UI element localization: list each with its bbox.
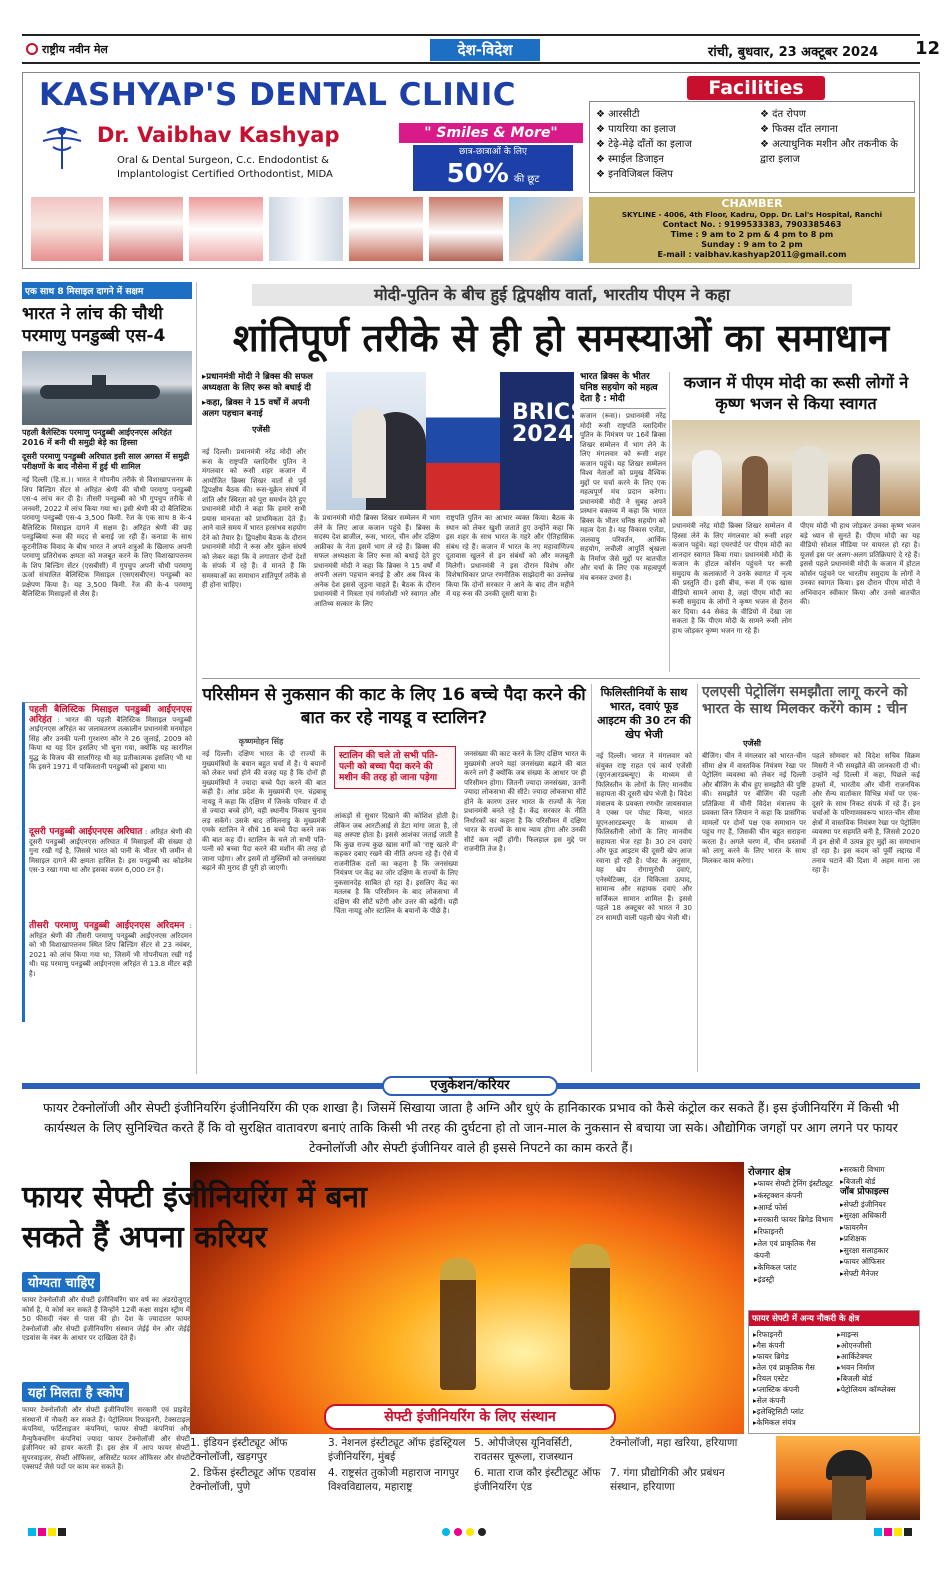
tagline: " Smiles & More" xyxy=(399,123,583,143)
employment-item: ▸ आर्म्ड फोर्स xyxy=(754,1202,834,1214)
facilities-right-list xyxy=(760,107,912,167)
dateline: रांची, बुधवार, 23 अक्टूबर 2024 xyxy=(708,45,879,60)
sector-item: ▸ गैस कंपनी xyxy=(753,1340,833,1351)
employment-list xyxy=(754,1178,834,1286)
chamber-box xyxy=(589,197,915,263)
teeth-photo-2 xyxy=(109,197,183,261)
lead-kicker: मोदी-पुतिन के बीच हुई द्विपक्षीय वार्ता, भारतीय पीएम ने कहा xyxy=(252,284,852,306)
offer-suffix: की छूट xyxy=(513,174,540,185)
teeth-photo-3 xyxy=(189,197,263,261)
naidu-headline: परिसीमन से नुकसान की काट के लिए 16 बच्चे पैदा करने की बात कर रहे नायडू व स्टालिन? xyxy=(202,685,586,728)
job-item: ▸ प्रशिक्षक xyxy=(840,1233,920,1245)
employment-item: ▸ केमिकल प्लांट xyxy=(754,1262,834,1274)
scope-text: फायर टेक्नोलॉजी और सेफ्टी इंजीनियरिंग सरकारी एवं प्राइवेट संस्थानों में नौकरी कर सकते हैं। पेट्रोलियम रिफाइनरी, टेक्सटाइल कंपनियां, फर्टिलाइजर कंपनियां, फायर सेफ्टी कंपनियां और मैन्युफैक्चरिंग कंपनियां ज्यादा फायर टेक्नोलॉजी और सेफ्टी इंजीनियर को हायर करती हैं। इस क्षेत्र में आप फायर सेफ्टी सुपरवाइजर, सेफ्टी ऑफिसर, असिस्टेंट फायर ऑफिसर और सेफ्टी एक्सपर्ट जैसे पदों पर काम कर सकते हैं। xyxy=(22,1406,190,1471)
job-item: ▸ फायरमैन xyxy=(840,1222,920,1234)
lac-agency: एजेंसी xyxy=(743,739,761,748)
modi-putin-photo: BRICS 2024 xyxy=(326,372,574,510)
submarine-subhead-2: दूसरी परमाणु पनडुब्बी अरिघात इसी साल अगस्त में समुद्री परीक्षणों के बाद नौसेना में हुई थी शामिल xyxy=(22,452,190,471)
lead-sidebar xyxy=(580,372,666,672)
scope-block xyxy=(22,1382,190,1516)
implant-photo xyxy=(269,197,343,261)
submarine-section-text: : भारत की पहली बैलिस्टिक मिसाइल पनडुब्बी आईएनएस अरिहंत का जलावतरण तत्कालीन प्रधानमंत्री मनमोहन सिंह और उनकी पत्नी गुरशरण कौर ने 26 जुलाई, 2009 को किया था यह दिन इसलिए भी चुना गया, क्योंकि यह कारगिल युद्ध के विजय की सालगिरह थी यह प्रतीकात्मक इसलिए भी था कि इसने 1971 में पाकिस्तानी पनडुब्बी को डुबाया था। xyxy=(29,715,193,771)
submarine-section xyxy=(29,828,192,918)
naidu-body-col3: जनसंख्या की काट करने के लिए दक्षिण भारत के मुख्यमंत्री अपने यहां जनसंख्या बढ़ाने की बात करने लगे हैं क्योंकि जब संख्या के आधार पर ही परिसीमन होगा। जितनी ज्यादा जनसंख्या, उतनी ज्यादा लोकसभा की सीटें। ज्यादा लोकसभा सीटें होने के कारण उत्तर भारत के राज्यों के नेता प्रधानमंत्री बनते रहे हैं। केंद्र सरकार के नीति निर्धारकों का कहना है कि परिसीमन में दक्षिण भारत के राज्यों के साथ न्याय होगा और उनकी सीटें कम नहीं होंगी। फिलहाल इस मुद्दे पर राजनीति तेज है। xyxy=(464,750,586,853)
submarine-story xyxy=(22,282,192,1072)
eligibility-block xyxy=(22,1272,190,1372)
facilities-box xyxy=(589,101,915,193)
lead-bullets xyxy=(202,372,320,435)
sector-item: ▸ बिजली बोर्ड xyxy=(837,1373,919,1384)
sector-item: ▸ पेट्रोलियम कॉम्प्लेक्स xyxy=(837,1384,919,1395)
education-headline: फायर सेफ्टी इंजीनियरिंग में बना सकते हैं अपना करियर xyxy=(22,1180,367,1255)
sector-item: ▸ ओएनजीसी xyxy=(837,1340,919,1351)
submarine-caption: पहली बैलेस्टिक परमाणु पनडुब्बी आईएनएस अरिहंत 2016 में बनी थी समुद्री बेड़े का हिस्सा xyxy=(22,428,172,447)
institute-item: 1. इंडियन इंस्टीट्यूट ऑफ टेक्नोलॉजी, खड़गपुर xyxy=(190,1437,288,1463)
employment-item: ▸ सरकारी फायर ब्रिगेड विभाग xyxy=(754,1214,834,1226)
firefighter-portrait xyxy=(776,1436,920,1520)
facility-item: ❖ दंत रोपण xyxy=(760,109,806,120)
institute-item: 6. माता राज कौर इंस्टीट्यूट ऑफ इंजीनियरिंग एंड xyxy=(474,1467,601,1493)
submarine-section xyxy=(29,706,192,824)
employment-item: ▸ फायर सेफ्टी ट्रेनिंग इंस्टीट्यूट xyxy=(754,1178,834,1190)
lead-body-col3: राष्ट्रपति पुतिन का आभार व्यक्त किया। बैठक के स्थान को लेकर खुशी जताते हुए उन्होंने कहा कि इस शहर के साथ भारत के गहरे और ऐतिहासिक संबंध रहे हैं। कजान में भारत के नए महावाणिज्य दूतावास खुलने से इन संबंधों को और मजबूती मिलेगी। प्रधानमंत्री ने इस दौरान विशेष और विशेषाधिकार प्राप्त रणनीतिक साझेदारी का उल्लेख किया कि दोनों सरकार ने आने के बाद तीन महीने में यह रूस की उनकी दूसरी यात्रा है। xyxy=(446,514,574,598)
lead-body-col1: नई दिल्ली। प्रधानमंत्री नरेंद्र मोदी और रूस के राष्ट्रपति व्लादिमीर पुतिन ने मंगलवार को रूसी शहर कजान में आयोजित ब्रिक्स शिखर वार्ता से पूर्व द्विपक्षीय बैठक की। रूस-यूक्रेन संघर्ष में शांति और स्थिरता को पूरा समर्थन देते हुए प्रधानमंत्री मोदी ने कहा कि हमारे सभी प्रयास मानवता को प्राथमिकता देते हैं। आने वाले समय में भारत हरसंभव सहयोग देने को तैयार है। द्विपक्षीय बैठक के दौरान प्रधानमंत्री मोदी ने रूस और यूक्रेन संघर्ष को लेकर कहा कि वे लगातार दोनों देशों के संपर्क में रहे हैं। वे मानते हैं कि समस्याओं का समाधान शांतिपूर्ण तरीके से ही होना चाहिए। xyxy=(202,448,306,589)
section-divider xyxy=(202,678,920,679)
submarine-kicker: एक साथ 8 मिसाइल दागने में सक्षम xyxy=(22,282,192,299)
eligibility-text: फायर टेक्नोलॉजी और सेफ्टी इंजीनियरिंग चार वर्ष का अंडरग्रेजुएट कोर्स है, ये कोर्स कर सकते हैं जिन्होंने 12वीं कक्षा साइंस स्ट्रीम में 50 फीसदी नंबर से पास की हो। देश के ज्यादातर फायर टेक्नोलॉजी और सेफ्टी इंजीनियरिंग संस्थान जेईई मेन और जेईई एडवांस के नंबर के आधार पर दाखिला देते हैं। xyxy=(22,1296,190,1342)
job-item: ▸ सेफ्टी मैनेजर xyxy=(840,1268,920,1280)
sector-item: ▸ प्लास्टिक कंपनी xyxy=(753,1384,833,1395)
student-offer xyxy=(413,145,573,191)
offer-percent: 50% xyxy=(446,159,509,189)
job-item: ▸ सुरक्षा अधिकारी xyxy=(840,1210,920,1222)
offer-line: छात्र-छात्राओं के लिए xyxy=(458,147,528,157)
employment-head: रोजगार क्षेत्र xyxy=(748,1167,791,1178)
lead-bullet: ▸ कहा, ब्रिक्स ने 15 वर्षों में अपनी अलग पहचान बनाई xyxy=(202,398,320,420)
section-name: देश-विदेश xyxy=(430,39,540,61)
facilities-left-list xyxy=(596,107,746,182)
chamber-sunday: Sunday : 9 am to 2 pm xyxy=(701,240,803,249)
facility-item: ❖ स्माईल डिजाइन xyxy=(596,154,664,165)
lead-agency: एजेंसी xyxy=(252,425,270,434)
education-intro: फायर टेक्नोलॉजी और सेफ्टी इंजीनियरिंग इंजीनियरिंग की एक शाखा है। जिसमें सिखाया जाता है अग्नि और धुएं के हानिकारक प्रभाव को कैसे कंट्रोल कर सकते हैं। इस इंजीनियरिंग में किसी भी कार्यस्थल के लिए सुनिश्चित करते हैं कि वो सुरक्षित वातावरण बनाएं ताकि किसी भी तरह की दुर्घटना हो तो जान-माल के नुकसान से बचाया जा सके। औद्योगिक जगहों पर आग लगने पर फायर टेक्नोलॉजी और सेफ्टी इंजीनियर वाले ही इससे निपटने का काम करते हैं। xyxy=(42,1100,900,1155)
smile-photo-1 xyxy=(349,197,423,261)
lead-sidebar-head: भारत ब्रिक्स के भीतर घनिष्ठ सहयोग को महत्व देता है : मोदी xyxy=(580,372,666,409)
sector-item: ▸ सेल कंपनी xyxy=(753,1395,833,1406)
institute-item: 2. डिफेंस इंस्टीट्यूट ऑफ एडवांस टेक्नोलॉजी, पुणे xyxy=(190,1467,317,1493)
chamber-email: E-mail : vaibhav.kashyap2011@gmail.com xyxy=(657,250,847,259)
submarine-photo xyxy=(22,351,192,425)
submarine-section xyxy=(29,922,192,1022)
chamber-contact: Contact No. : 9199533383, 7903385463 xyxy=(662,220,842,229)
column-divider xyxy=(669,372,670,672)
lead-sidebar-text: कजान (रूस)। प्रधानमंत्री नरेंद्र मोदी रूसी राष्ट्रपति व्लादिमीर पुतिन के निमंत्रण पर 16वें ब्रिक्स शिखर सम्मेलन में भाग लेने के लिए मंगलवार को रूसी शहर कजान पहुंचे। यह शिखर सम्मेलन विश्व नेताओं को प्रमुख वैश्विक मुद्दों पर चर्चा करने के लिए एक महत्वपूर्ण मंच प्रदान करेगा। प्रधानमंत्री मोदी ने सुबह अपने प्रस्थान वक्तव्य में कहा कि भारत ब्रिक्स के भीतर घनिष्ठ सहयोग को महत्व देता है। यह विकास एजेंडा, जलवायु परिवर्तन, आर्थिक सहयोग, लचीली आपूर्ति श्रृंखला के निर्माण जैसे मुद्दों पर बातचीत और चर्चा के लिए एक महत्वपूर्ण मंच बनकर उभरा है। xyxy=(580,412,666,582)
page-number: 12 xyxy=(915,38,941,59)
naidu-body-col2: आंकड़ों से सुधार दिखाने की कोशिश होती है। लेकिन जब आरटीआई से डेटा मांगा जाता है, तो वह अस्पष्ट होता है। इससे आशंका जताई जाती है कि कुछ राज्य कुछ खास वर्गों को 'राष्ट्र खतरे में' कहकर दबाए रखने की नीति अपना रहे हैं। ऐसे में राजनीतिक दलों का कहना है कि जनसंख्या नियंत्रण पर केंद्र का जोर दक्षिण के राज्यों के लिए नुकसानदेह साबित हो रहा है। इसलिए केंद्र का मतलब है कि परिसीमन के बाद लोकसभा में दक्षिण की सीटें घटेंगी और उत्तर की बढ़ेंगी। यही चिंता नायडू और स्टालिन के बयानों के पीछे है। xyxy=(334,812,458,915)
institutes-list xyxy=(190,1436,776,1520)
eligibility-head: योग्यता चाहिए xyxy=(22,1272,100,1292)
institute-item: 7. गंगा प्रौद्योगिकी और प्रबंधन संस्थान, हरियाणा xyxy=(610,1467,725,1493)
kazan-body-col2: पीएम मोदी भी हाथ जोड़कर उनका कृष्ण भजन बड़े ध्यान से सुनते हैं। पीएम मोदी का यह वीडियो सोशल मीडिया पर वायरल हो रहा है। यूजर्स इस पर अलग-अलग प्रतिक्रियाएं दे रहे हैं। इससे पहले प्रधानमंत्री मोदी के कजान में होटल कोर्सन पहुंचने पर भारतीय समुदाय के लोगों ने उनका स्वागत किया। इस दौरान पीएम मोदी ने अभिवादन स्वीकार किया और उनसे बातचीत की। xyxy=(800,522,920,606)
institute-item: 5. ओपीजेएस यूनिवर्सिटी, रावतसर चूरूला, राजस्थान xyxy=(474,1437,573,1463)
facilities-title: Facilities xyxy=(687,76,825,100)
employment-item: ▸ तेल एवं प्राकृतिक गैस कंपनी xyxy=(754,1238,834,1262)
kazan-body-col1: प्रधानमंत्री नरेंद्र मोदी ब्रिक्स शिखर सम्मेलन में हिस्सा लेने के लिए मंगलवार को रूसी शहर कजान पहुंचे। यहां एयरपोर्ट पर पीएम मोदी का शानदार स्वागत किया गया। प्रधानमंत्री मोदी के कजान के होटल कोर्सन पहुंचने पर रूसी समुदाय के कलाकारों ने उनके स्वागत में नृत्य की प्रस्तुति दी। इसी बीच, रूस में एक खास वीडियो सामने आया है, जहां पीएम मोदी का रूसी समुदाय के लोगों ने कृष्ण भजन से हैरान कर दिया। 44 सेकंड के वीडियो में देखा जा सकता है कि पीएम मोदी के सामने रूसी लोग हाथ जोड़कर कृष्ण भजन गा रहे हैं। xyxy=(672,522,792,635)
submarine-section-text: : अरिहंत श्रेणी की तीसरी परमाणु पनडुब्बी आईएनएस अरिदमन को भी विशाखापत्तनम स्थित शिप बिल्डिंग सेंटर से 23 नवंबर, 2021 को लांच किया गया था, जिसमें भी गोपनीयता रखी गई थी। यह परमाणु पनडुब्बी आईएनएस अरिहंत से 13.8 मीटर बड़ी है। xyxy=(29,922,193,978)
scope-head: यहां मिलता है स्कोप xyxy=(22,1382,129,1402)
institute-item: टेक्नोलॉजी, महा खरिया, हरियाणा xyxy=(610,1437,738,1449)
submarine-body: नई दिल्ली (हि.स.)। भारत ने गोपनीय तरीके से विशाखापत्तनम के शिप बिल्डिंग सेंटर से अरिहंत श्रेणी की चौथी परमाणु पनडुब्बी एस-4 लांच कर दी है। तीसरी पनडुब्बी को भी गुपचुप तरीके से जनवरी, 2022 में लांच किया गया था। इसी श्रेणी की दो बैलिस्टिक परमाणु पनडुब्बी एस-4 3,500 किमी. रेंज के एक साथ 8 के-4 बैलिस्टिक मिसाइल दागने में सक्षम है। अरिहंत श्रेणी की छह पनडुब्बियां रूस की मदद से बनाई जा रही हैं। कनाडा के साथ कूटनीतिक विवाद के बीच भारत ने अपने शत्रुओं के खिलाफ अपनी परमाणु प्रतिरोधक क्षमता को मजबूत करने के लिए विशाखापत्तनम के शिप बिल्डिंग सेंटर (एसबीसी) में गुपचुप अपनी चौथी परमाणु ऊर्जा संचालित बैलिस्टिक मिसाइल (एसएसबीएन) पनडुब्बी का प्रक्षेपण किया है। यह 3,500 किमी. रेंज की के-4 परमाणु बैलिस्टिक मिसाइलों से लैस है। xyxy=(22,476,192,598)
employment-item: ▸ रिफाइनरी xyxy=(754,1226,834,1238)
facility-item: ❖ टेढ़े-मेढ़े दाँतों का इलाज xyxy=(596,139,692,150)
naidu-body-col1: नई दिल्ली। दक्षिण भारत के दो राज्यों के मुख्यमंत्रियों के बयान बहुत चर्चा में हैं। ये बयानों को लेकर चर्चा होने की वजह यह है कि दोनों ही मुख्यमंत्रियों ने ज्यादा बच्चे पैदा करने की बात कही है। आंध्र प्रदेश के मुख्यमंत्री एन. चंद्रबाबू नायडू ने कहा कि दक्षिण में जिनके परिवार में दो से ज्यादा बच्चे होंगे, वही स्थानीय निकाय चुनाव लड़ सकेंगे। उसके बाद तमिलनाडु के मुख्यमंत्री एमके स्टालिन ने सीधे 16 बच्चे पैदा करने तक की बात कह दी। स्टालिन के चले तो सभी पति-पत्नी को बच्चा पैदा करने की मशीन की तरह हो जाना पड़ेगा। और इसमें तो मुस्लिमों को जनसंख्या बढ़ाने की मुराद ही पूरी हो जाएगी। xyxy=(202,750,326,872)
institutes-head: सेफ्टी इंजीनियरिंग के लिए संस्थान xyxy=(324,1404,616,1430)
teeth-photo-1 xyxy=(31,197,103,261)
facility-item: ❖ अत्याधुनिक मशीन और तकनीक के द्वारा इलाज xyxy=(760,139,898,165)
naidu-pullquote xyxy=(334,746,456,789)
employment-block xyxy=(748,1164,920,1306)
gaza-headline: फिलिस्तीनियों के साथ भारत, दवाएं फूड आइटम की 30 टन की खेप भेजी xyxy=(597,686,691,741)
lead-body-col2: के प्रधानमंत्री मोदी ब्रिक्स शिखर सम्मेलन में भाग लेने के लिए आज कजान पहुंचे हैं। ब्रिक्स के सदस्य देश ब्राजील, रूस, भारत, चीन और दक्षिण अफ्रीका के नेता इसमें भाग ले रहे हैं। ब्रिक्स की सफल अध्यक्षता के लिए रूस को बधाई देते हुए प्रधानमंत्री मोदी ने कहा कि ब्रिक्स ने 15 वर्षों में अपनी अलग पहचान बनाई है और अब विश्व के अनेक देश इससे जुड़ना चाहते हैं। बैठक के दौरान प्रधानमंत्री ने मित्रता एवं गर्मजोशी भरे स्वागत और आतिथ्य सत्कार के लिए xyxy=(314,514,440,608)
jobs-list xyxy=(840,1164,920,1279)
job-item: ▸ फायर ऑफिसर xyxy=(840,1256,920,1268)
doctor-name: Dr. Vaibhav Kashyap xyxy=(97,123,340,147)
credentials-2: Implantologist Certified Orthodontist, MIDA xyxy=(117,169,333,180)
lac-body-col1: बीजिंग। चीन ने मंगलवार को भारत-चीन सीमा क्षेत्र में वास्तविक नियंत्रण रेखा पर पेट्रोलिंग व्यवस्था को लेकर नई दिल्ली और बीजिंग के बीच हुए समझौते की पुष्टि की। समझौते पर बीजिंग की पहली प्रतिक्रिया में चीनी विदेश मंत्रालय के प्रवक्ता लिन जियान ने कहा कि प्रासंगिक मामलों पर दोनों पक्ष एक समाधान पर पहुंच गए हैं, जिसकी चीन बहुत सराहना करता है। अगले चरण में, चीन प्रस्तावों को लागू करने के लिए भारत के साथ मिलकर काम करेगा। xyxy=(702,752,806,865)
paper-logo-icon xyxy=(26,43,38,55)
submarine-section-head: पहली बैलिस्टिक मिसाइल पनडुब्बी आईएनएस अरिहंत xyxy=(29,705,192,725)
clinic-name: KASHYAP'S DENTAL CLINIC xyxy=(39,77,516,113)
education-band xyxy=(22,1076,920,1096)
sectors-left-list xyxy=(753,1329,833,1428)
facility-item: ❖ पायरिया का इलाज xyxy=(596,124,676,135)
naidu-pullquote-text: स्टालिन की चले तो सभी पति-पत्नी को बच्चा पैदा करने की मशीन की तरह हो जाना पड़ेगा xyxy=(339,751,439,783)
institute-item: 3. नेशनल इंस्टीट्यूट ऑफ इंडस्ट्रियल इंजीनियरिंग, मुंबई xyxy=(328,1437,466,1463)
sector-item: ▸ इलेक्ट्रिसिटी प्लांट xyxy=(753,1406,833,1417)
institute-item: 4. राष्ट्रसंत तुकोजी महाराज नागपुर विश्वविद्यालय, महाराष्ट्र xyxy=(328,1467,459,1493)
child-dentist-photo xyxy=(509,197,583,261)
color-registration-bar xyxy=(22,1528,920,1536)
submarine-section-text: : अरिहंत श्रेणी की दूसरी पनडुब्बी आईएनएस अरिघात में मिसाइलों की संख्या दो गुना रखी गई है, जिससे भारत को पानी के भीतर भी जमीन से मिसाइल दागने की क्षमता हासिल है। इस पनडुब्बी का कोडनेम एस-3 रखा गया था और इसका वजन 6,000 टन है। xyxy=(29,828,192,874)
column-divider xyxy=(591,684,592,1072)
facility-item: ❖ आरसीटी xyxy=(596,109,640,120)
employment-item: ▸ सरकारी विभाग xyxy=(840,1164,920,1176)
smile-photo-2 xyxy=(429,197,503,261)
kazan-headline: कजान में पीएम मोदी का रूसी लोगों ने कृष्ण भजन से किया स्वागत xyxy=(683,373,909,413)
kazan-photo xyxy=(672,420,920,516)
employment-item: ▸ कंस्ट्रक्शन कंपनी xyxy=(754,1190,834,1202)
submarine-headline: भारत ने लांच की चौथी परमाणु पनडुब्बी एस-4 xyxy=(22,304,166,346)
submarine-section-head: तीसरी परमाणु पनडुब्बी आईएनएस अरिदमन xyxy=(29,921,185,931)
sectors-right-list xyxy=(837,1329,919,1395)
submarine-section-head: दूसरी पनडुब्बी आईएनएस अरिघात xyxy=(29,827,143,837)
facility-item: ❖ इनविजिबल क्लिप xyxy=(596,169,673,180)
chamber-address: SKYLINE - 4006, 4th Floor, Kadru, Opp. Dr. Lal's Hospital, Ranchi xyxy=(621,210,883,219)
tooth-logo-icon xyxy=(33,123,91,173)
column-divider xyxy=(697,684,698,1072)
chamber-time: Time : 9 am to 2 pm & 4 pm to 8 pm xyxy=(670,230,834,239)
chamber-title: CHAMBER xyxy=(721,197,783,210)
sector-item: ▸ तेल एवं प्राकृतिक गैस xyxy=(753,1362,833,1373)
education-band-label: एजुकेशन/करियर xyxy=(382,1076,558,1096)
sector-item: ▸ रियल एस्टेट xyxy=(753,1373,833,1384)
jobs-head: जॉब प्रोफाइल्स xyxy=(840,1187,889,1197)
sectors-block xyxy=(748,1310,920,1434)
job-item: ▸ सुरक्षा सलाहकार xyxy=(840,1245,920,1257)
lac-headline: एलएसी पेट्रोलिंग समझौता लागू करने को भारत के साथ मिलकर करेंगे काम : चीन xyxy=(702,684,908,717)
lead-bullet: ▸ प्रधानमंत्री मोदी ने ब्रिक्स की सफल अध्यक्षता के लिए रूस को बधाई दी xyxy=(202,372,320,394)
naidu-byline: कृष्णमोहन सिंह xyxy=(238,737,284,746)
lead-headline: शांतिपूर्ण तरीके से ही हो समस्याओं का समाधान xyxy=(232,316,890,360)
gaza-body: नई दिल्ली। भारत ने मंगलवार को संयुक्त राष्ट्र राहत एवं कार्य एजेंसी (यूएनआरडब्ल्यूए) के माध्यम से फिलिस्तीन के लोगों के लिए मानवीय सहायता की दूसरी खेप भेजी है। विदेश मंत्रालय के प्रवक्ता रणधीर जायसवाल ने एक्स पर पोस्ट किया, भारत यूएनआरडब्ल्यूए के माध्यम से फिलिस्तीनी लोगों के लिए मानवीय सहायता भेज रहा है। 30 टन दवाएं और फूड आइटम की दूसरी खेप आज रवाना हो रही है। पोस्ट के अनुसार, यह खेप रोगाणुरोधी दवाएं, एनेस्थेटिक्स, दंत चिकित्सा उत्पाद, सामान्य और सहायक दवाएं और सर्जिकल सामान शामिल हैं। इससे पहले 18 अक्टूबर को भारत ने 30 टन सामग्री वाली पहली खेप भेजी थी। xyxy=(596,752,692,922)
lac-body-col2: पहले सोमवार को विदेश सचिव विक्रम मिसरी ने भी समझौते की जानकारी दी थी। उन्होंने नई दिल्ली में कहा, पिछले कई हफ्तों में, भारतीय और चीनी राजनयिक और सैन्य वार्ताकार विभिन्न मंचों पर एक-दूसरे के साथ निकट संपर्क में रहे हैं। इन चर्चाओं के परिणामस्वरूप भारत-चीन सीमा क्षेत्रों में वास्तविक नियंत्रण रेखा पर पेट्रोलिंग व्यवस्था पर सहमति बनी है, जिससे 2020 में इन क्षेत्रों में उत्पन्न हुए मुद्दों का समाधान हो रहा है। इस कदम को पूर्वी लद्दाख में तनाव घटाने की दिशा में अहम माना जा रहा है। xyxy=(812,752,920,874)
credentials-1: Oral & Dental Surgeon, C.c. Endodontist & xyxy=(117,155,329,166)
sector-item: ▸ फायर ब्रिगेड xyxy=(753,1351,833,1362)
sector-item: ▸ भवन निर्माण xyxy=(837,1362,919,1373)
dental-ad xyxy=(22,72,920,269)
employment-item: ▸ इंडस्ट्री xyxy=(754,1274,834,1286)
paper-name: राष्ट्रीय नवीन मेल xyxy=(42,43,108,56)
sector-item: ▸ आर्किटेक्चर xyxy=(837,1351,919,1362)
sector-item: ▸ रिफाइनरी xyxy=(753,1329,833,1340)
masthead xyxy=(22,34,941,64)
facility-item: ❖ फिक्स दाँत लगाना xyxy=(760,124,838,135)
sector-item: ▸ केमिकल संयंत्र xyxy=(753,1417,833,1428)
sectors-head: फायर सेफ्टी में अन्य नौकरी के क्षेत्र xyxy=(749,1311,919,1326)
sector-item: ▸ माइन्स xyxy=(837,1329,919,1340)
employment-item: ▸ बिजली बोर्ड xyxy=(840,1176,920,1188)
job-item: ▸ सेफ्टी इंजीनियर xyxy=(840,1199,920,1211)
column-divider xyxy=(196,282,197,1074)
